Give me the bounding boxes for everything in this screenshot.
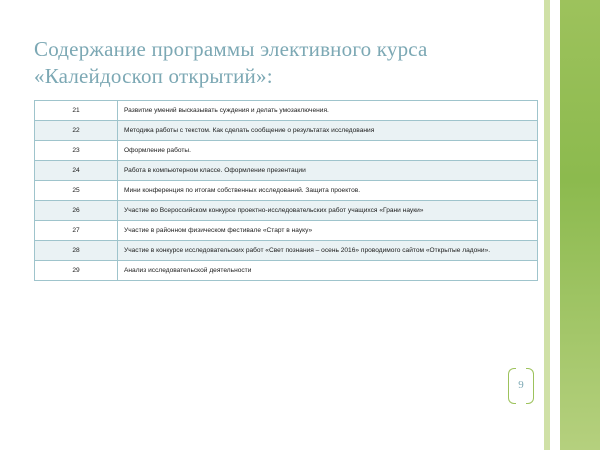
bracket-right-icon: [526, 368, 534, 404]
row-number: 24: [35, 161, 118, 181]
row-number: 28: [35, 241, 118, 261]
table-row: [35, 161, 538, 181]
row-number: 21: [35, 101, 118, 121]
row-description: Анализ исследовательской деятельности: [118, 261, 538, 281]
content-table: [34, 100, 538, 281]
row-description: Участие в конкурсе исследовательских работ «Свет познания – осень 2016» проводимого сайтом «Открытые ладони».: [118, 241, 538, 261]
table-row: [35, 121, 538, 141]
row-number: 23: [35, 141, 118, 161]
table-row: [35, 101, 538, 121]
row-number: 27: [35, 221, 118, 241]
page-title: Содержание программы элективного курса «Калейдоскоп открытий»:: [34, 37, 428, 88]
content-table-wrapper: [34, 100, 538, 281]
table-row: [35, 241, 538, 261]
row-description: Участие во Всероссийском конкурсе проектно-исследовательских работ учащихся «Грани науки»: [118, 201, 538, 221]
row-description: Участие в районном физическом фестивале «Старт в науку»: [118, 221, 538, 241]
decorative-right-band: [536, 0, 600, 450]
row-number: 25: [35, 181, 118, 201]
row-description: Развитие умений высказывать суждения и делать умозаключения.: [118, 101, 538, 121]
table-row: [35, 221, 538, 241]
band-stripe-green: [560, 0, 600, 450]
row-description: Методика работы с текстом. Как сделать сообщение о результатах исследования: [118, 121, 538, 141]
table-row: [35, 261, 538, 281]
table-body: [35, 101, 538, 281]
page-number-badge: [508, 368, 534, 402]
table-row: [35, 201, 538, 221]
table-row: [35, 181, 538, 201]
row-description: Работа в компьютерном классе. Оформление презентации: [118, 161, 538, 181]
table-row: [35, 141, 538, 161]
band-gap: [550, 0, 560, 450]
page-number: 9: [518, 379, 524, 391]
row-description: Мини конференция по итогам собственных исследований. Защита проектов.: [118, 181, 538, 201]
row-number: 22: [35, 121, 118, 141]
row-description: Оформление работы.: [118, 141, 538, 161]
row-number: 26: [35, 201, 118, 221]
bracket-left-icon: [508, 368, 516, 404]
row-number: 29: [35, 261, 118, 281]
